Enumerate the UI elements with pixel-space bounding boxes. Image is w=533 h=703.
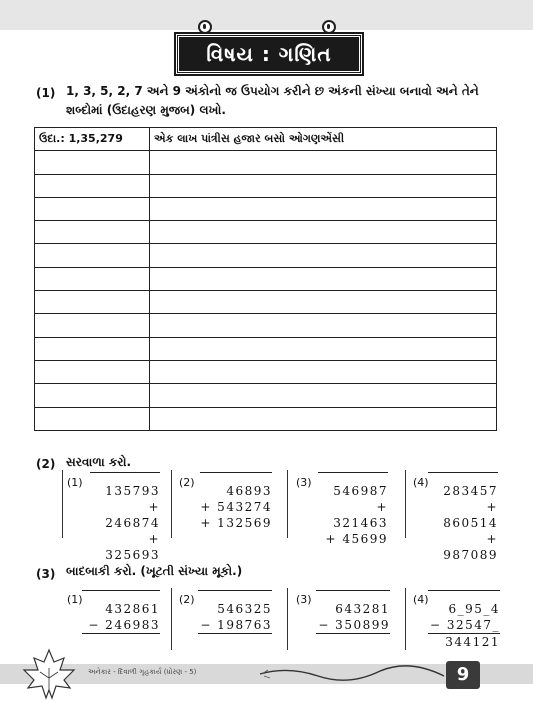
answer-number-cell[interactable] (35, 360, 150, 383)
problem-label: (1) (67, 476, 83, 489)
answer-number-cell[interactable] (35, 267, 150, 290)
table-row (35, 151, 497, 174)
answer-line[interactable] (198, 633, 272, 646)
answer-number-cell[interactable] (35, 244, 150, 267)
problem-label: (4) (413, 476, 429, 489)
page-title: વિષય : ગણિત (176, 34, 362, 74)
maple-leaf-icon (18, 648, 80, 700)
q1-number: (1) (36, 86, 56, 100)
answer-words-cell[interactable] (150, 360, 497, 383)
table-row (35, 384, 497, 407)
example-number: ઉદા.: 1,35,279 (35, 128, 150, 151)
problem-label: (1) (67, 593, 83, 606)
answer-number-cell[interactable] (35, 314, 150, 337)
addend: 46893 (200, 472, 272, 499)
answer-line[interactable] (82, 633, 160, 646)
addend: 135793 (90, 472, 160, 499)
answer-words-cell[interactable] (150, 384, 497, 407)
table-row (35, 337, 497, 360)
answer-words-cell[interactable] (150, 244, 497, 267)
q2-number: (2) (36, 457, 56, 471)
q1-text-line1: 1, 3, 5, 2, 7 અને 9 અંકોનો જ ઉપયોગ કરીને છ અંકની સંખ્યા બનાવો અને તેને (66, 84, 479, 98)
problem-divider (405, 470, 406, 538)
q2-text: સરવાળા કરો. (66, 455, 132, 469)
difference: 344121 (428, 633, 500, 650)
problem-label: (4) (413, 593, 429, 606)
table-row (35, 360, 497, 383)
subtrahend: − 32547_ (429, 618, 500, 632)
table-row (35, 407, 497, 430)
answer-words-cell[interactable] (150, 151, 497, 174)
addend: + 325693 (105, 532, 160, 562)
addition-problem-1 (90, 472, 160, 563)
answer-words-cell[interactable] (150, 221, 497, 244)
answer-words-cell[interactable] (150, 337, 497, 360)
q1-text-line2: શબ્દોમાં (ઉદાહરણ મુજબ) લખો. (66, 103, 226, 117)
answer-words-cell[interactable] (150, 197, 497, 220)
addend: + 987089 (443, 532, 498, 562)
answer-words-cell[interactable] (150, 174, 497, 197)
minuend: 546325 (198, 590, 272, 617)
answer-words-cell[interactable] (150, 267, 497, 290)
answer-words-cell[interactable] (150, 291, 497, 314)
addend: 546987 (318, 472, 388, 499)
subtraction-problem-2 (198, 590, 272, 646)
answer-number-cell[interactable] (35, 384, 150, 407)
minuend: 6_95_4 (428, 590, 500, 617)
problem-label: (2) (179, 476, 195, 489)
addend: + 321463 (333, 500, 388, 530)
minuend: 643281 (316, 590, 390, 617)
table-row (35, 291, 497, 314)
addend: + 860514 (443, 500, 498, 530)
table-row (35, 197, 497, 220)
answer-number-cell[interactable] (35, 337, 150, 360)
addition-problem-3 (318, 472, 388, 547)
table-row (35, 128, 497, 151)
answer-number-cell[interactable] (35, 174, 150, 197)
answer-number-cell[interactable] (35, 221, 150, 244)
problem-label: (2) (179, 593, 195, 606)
top-band (0, 0, 533, 30)
example-words: એક લાખ પાંત્રીસ હજાર બસો ઓગણએંસી (150, 128, 497, 151)
problem-label: (3) (296, 593, 312, 606)
footer-text: અનેકાર - દિવાળી ગૃહકાર્ય (ધોરણ - 5) (88, 668, 197, 676)
answer-number-cell[interactable] (35, 291, 150, 314)
answer-words-cell[interactable] (150, 407, 497, 430)
addition-problem-2 (200, 472, 272, 531)
problem-divider (405, 588, 406, 650)
binder-ring-icon (322, 20, 336, 34)
subtraction-problem-1 (82, 590, 160, 646)
addend: + 246874 (105, 500, 160, 530)
subtraction-problem-4 (428, 590, 500, 650)
table-row (35, 221, 497, 244)
problem-divider (171, 470, 172, 538)
answer-number-cell[interactable] (35, 407, 150, 430)
answer-words-cell[interactable] (150, 314, 497, 337)
binder-ring-icon (198, 20, 212, 34)
minuend: 432861 (82, 590, 160, 617)
answer-number-cell[interactable] (35, 151, 150, 174)
subtrahend: − 246983 (88, 618, 160, 632)
page-number: 9 (446, 661, 480, 689)
addition-problem-4 (428, 472, 498, 563)
answer-number-cell[interactable] (35, 197, 150, 220)
problem-divider (287, 470, 288, 538)
addend: + 45699 (325, 532, 388, 546)
problem-divider (287, 588, 288, 650)
subtrahend: − 350899 (318, 618, 390, 632)
number-words-table (34, 127, 497, 431)
subtraction-problem-3 (316, 590, 390, 646)
table-row (35, 267, 497, 290)
decorative-string-icon (258, 664, 448, 686)
addend: 283457 (428, 472, 498, 499)
problem-divider (171, 588, 172, 650)
table-row (35, 314, 497, 337)
table-row (35, 174, 497, 197)
addend: + 132569 (200, 516, 272, 530)
q3-text: બાદબાકી કરો. (ખૂટતી સંખ્યા મૂકો.) (66, 564, 243, 578)
q3-number: (3) (36, 567, 56, 581)
subtrahend: − 198763 (200, 618, 272, 632)
answer-line[interactable] (316, 633, 390, 646)
problem-label: (3) (296, 476, 312, 489)
problem-divider (62, 470, 63, 538)
table-row (35, 244, 497, 267)
addend: + 543274 (200, 500, 272, 514)
